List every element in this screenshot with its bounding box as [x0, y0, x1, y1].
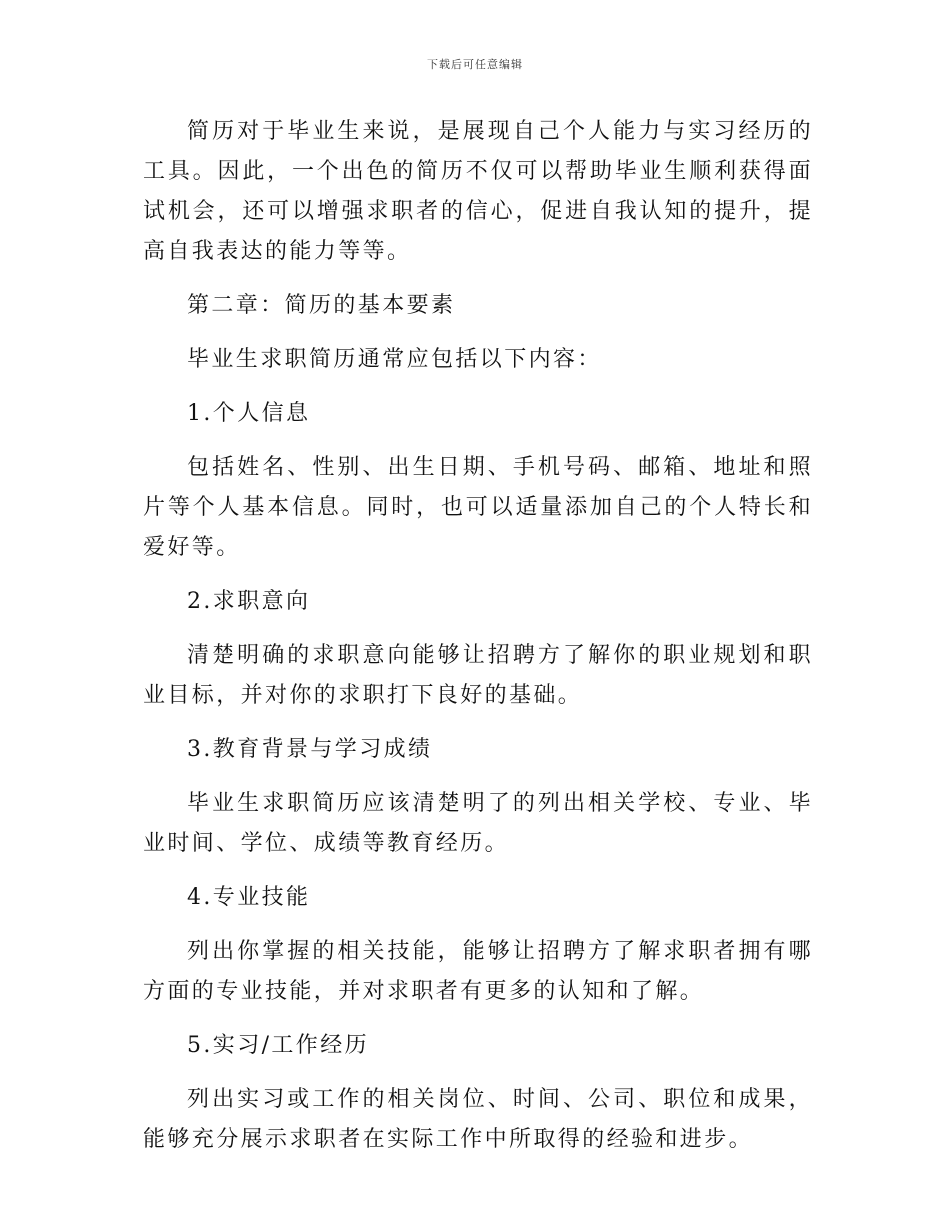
- section-paragraph-experience: 列出实习或工作的相关岗位、时间、公司、职位和成果，能够充分展示求职者在实际工作中所取得的经验和进步。: [143, 1087, 813, 1152]
- section-heading-job-intention: 2.求职意向: [187, 589, 311, 614]
- section-heading-education: 3.教育背景与学习成绩: [187, 737, 433, 762]
- section-paragraph-job-intention: 清楚明确的求职意向能够让招聘方了解你的职业规划和职业目标，并对你的求职打下良好的基础。: [143, 643, 813, 708]
- chapter-intro-paragraph: 毕业生求职简历通常应包括以下内容：: [187, 347, 602, 372]
- intro-paragraph: 简历对于毕业生来说，是展现自己个人能力与实习经历的工具。因此，一个出色的简历不仅可以帮助毕业生顺利获得面试机会，还可以增强求职者的信心，促进自我认知的提升，提高自我表达的能力等等。: [143, 119, 813, 264]
- section-heading-personal-info: 1.个人信息: [187, 401, 311, 426]
- document-body: [143, 112, 813, 1174]
- section-paragraph-education: 毕业生求职简历应该清楚明了的列出相关学校、专业、毕业时间、学位、成绩等教育经历。: [143, 791, 813, 856]
- section-heading-skills: 4.专业技能: [187, 885, 311, 910]
- page-header: 下载后可任意编辑: [427, 58, 523, 71]
- section-paragraph-skills: 列出你掌握的相关技能，能够让招聘方了解求职者拥有哪方面的专业技能，并对求职者有更多的认知和了解。: [143, 939, 813, 1004]
- section-heading-experience: 5.实习/工作经历: [187, 1033, 370, 1058]
- section-paragraph-personal-info: 包括姓名、性别、出生日期、手机号码、邮箱、地址和照片等个人基本信息。同时，也可以适量添加自己的个人特长和爱好等。: [143, 455, 813, 560]
- chapter-heading: 第二章：简历的基本要素: [187, 293, 456, 318]
